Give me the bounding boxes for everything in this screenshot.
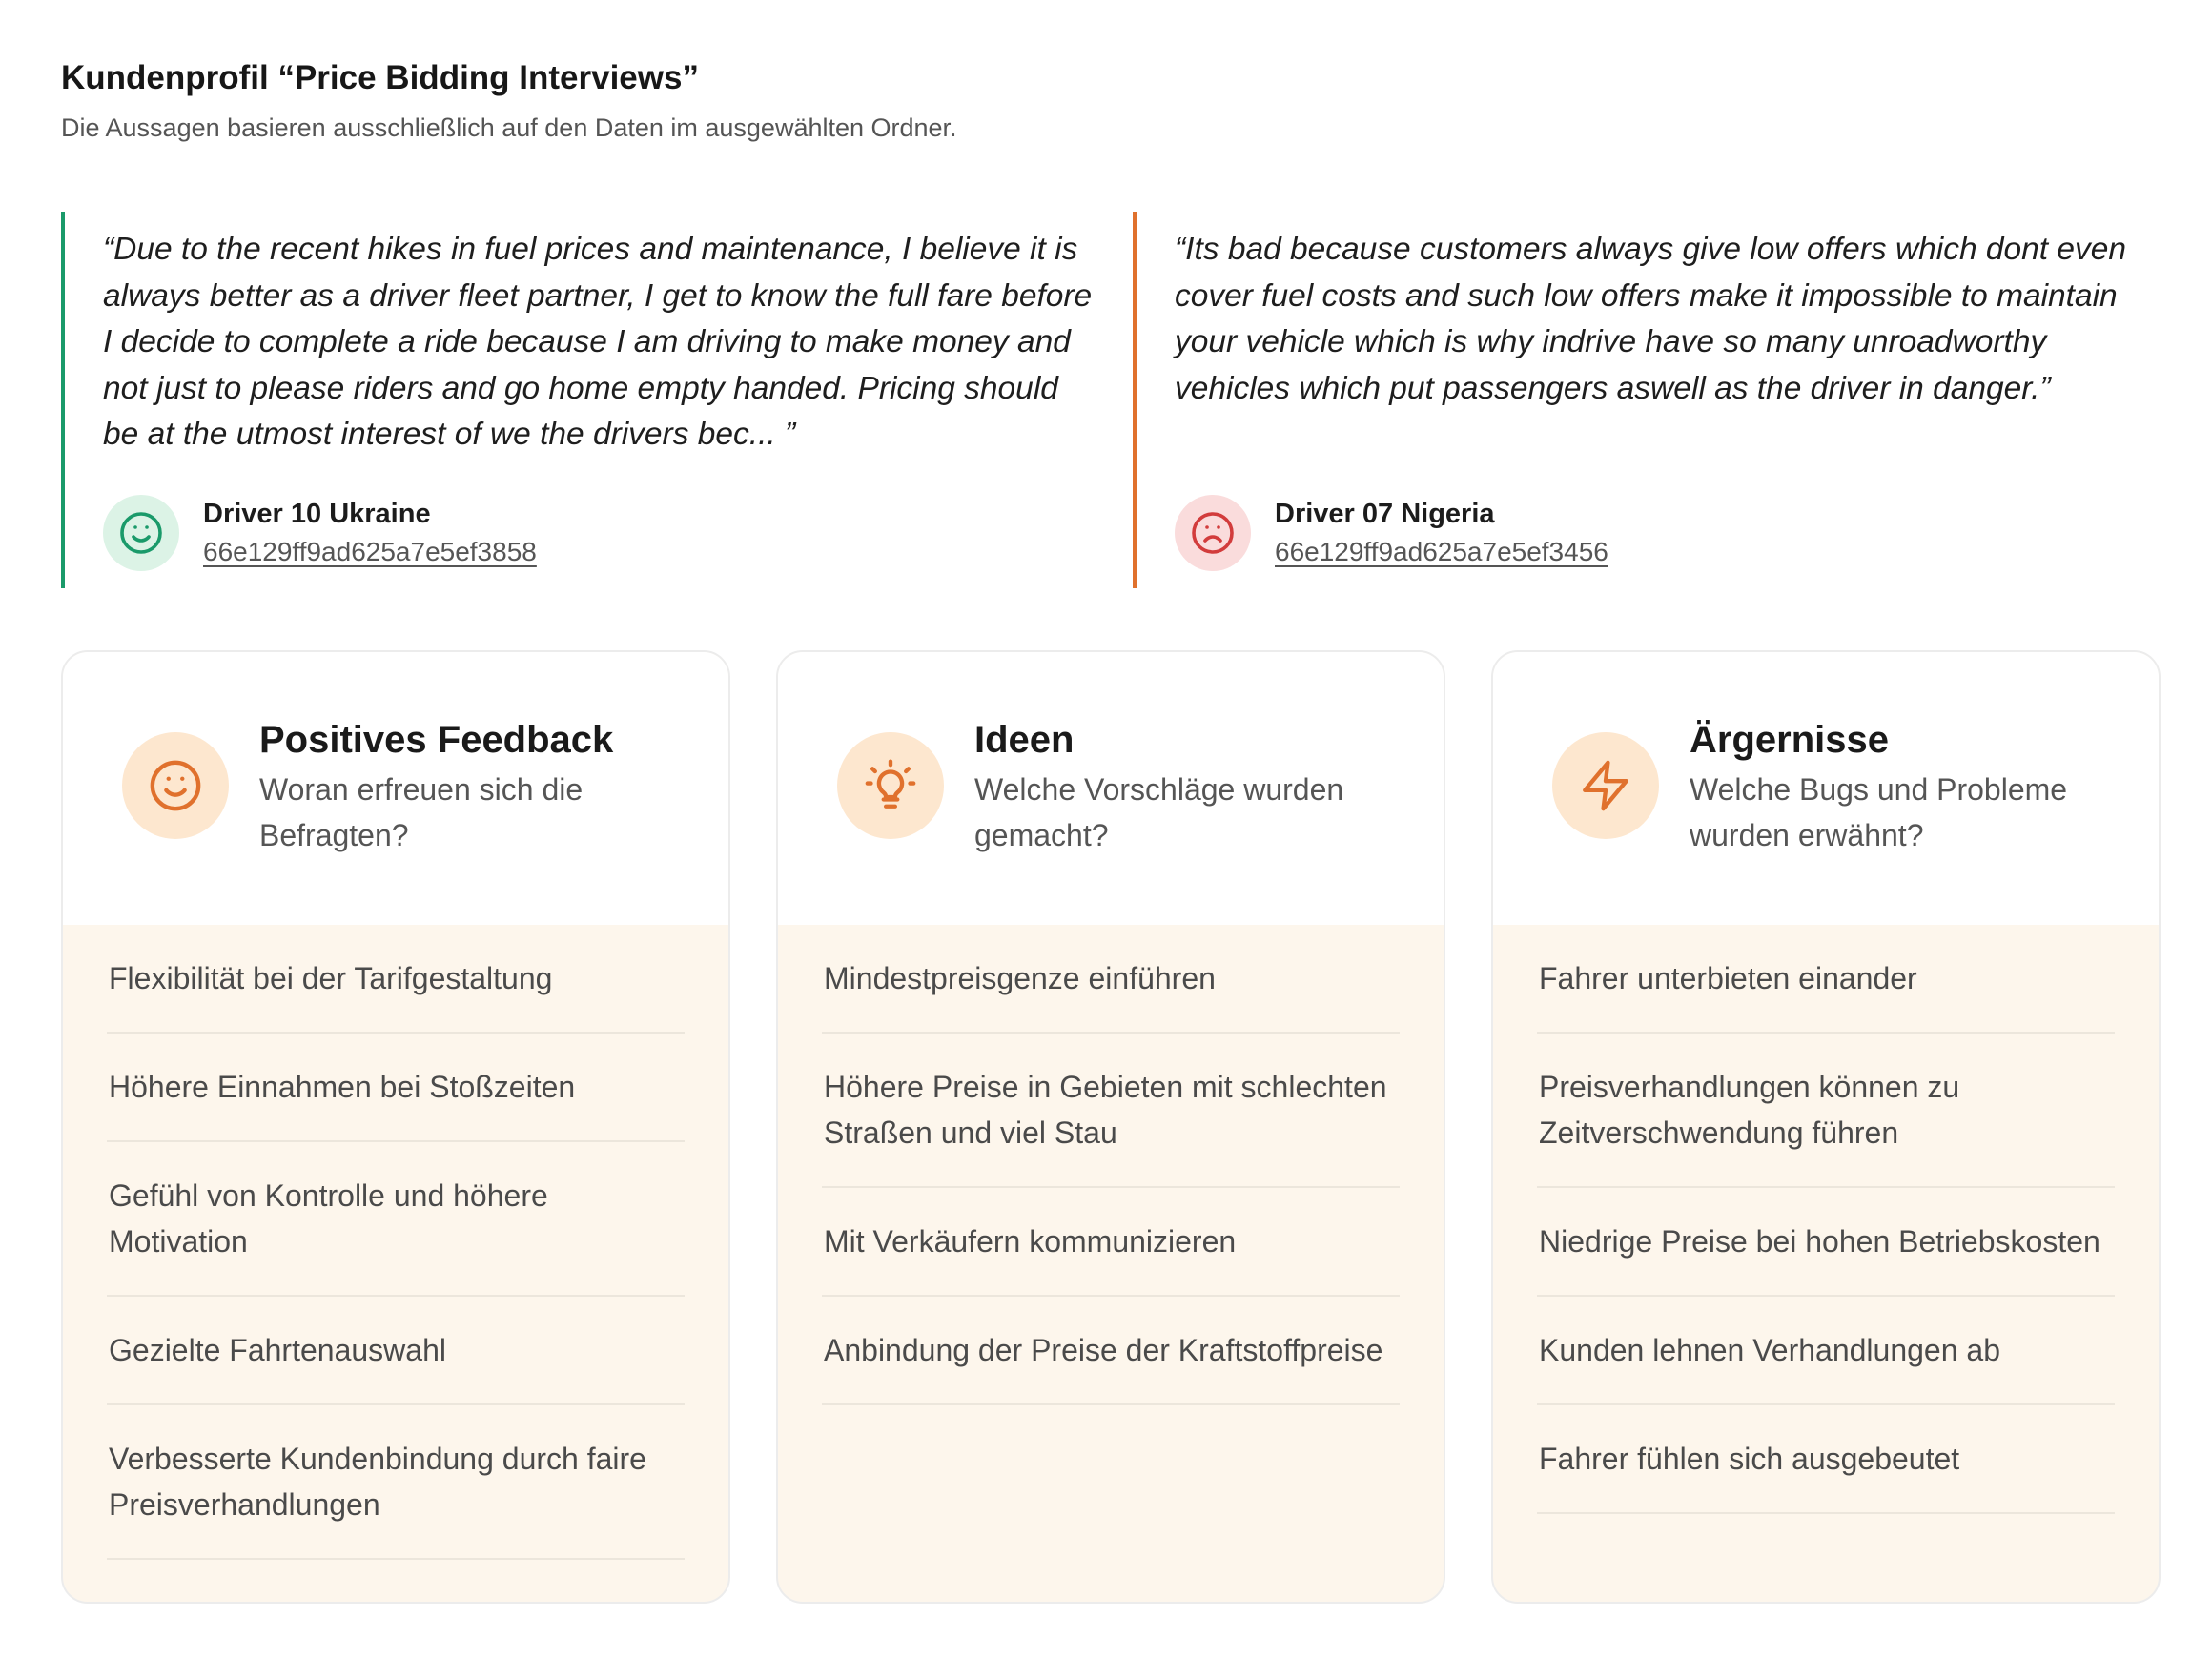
card-item-list xyxy=(63,925,728,1560)
list-item: Anbindung der Preise der Kraftstoffpreise xyxy=(822,1297,1400,1405)
card-item-list xyxy=(778,925,1444,1405)
quote-text: “Its bad because customers always give low offers which dont even cover fuel costs and such low offers make it impossible to maintain your vehicle which is why indrive have so many unroadworthy vehicles which put passengers aswell as the driver in danger.” xyxy=(1175,232,2127,406)
card-title: Positives Feedback xyxy=(259,719,614,761)
interview-id-link[interactable]: 66e129ff9ad625a7e5ef3456 xyxy=(1275,537,1608,566)
list-item: Fahrer unterbieten einander xyxy=(1537,925,2115,1034)
card-subtitle: Welche Bugs und Probleme wurden erwähnt? xyxy=(1690,772,2068,852)
list-item: Flexibilität bei der Tarifgestaltung xyxy=(107,925,685,1034)
insight-cards xyxy=(61,650,2161,1604)
list-item: Preisverhandlungen können zu Zeitverschwendung führen xyxy=(1537,1034,2115,1188)
lightning-bolt-icon xyxy=(1552,732,1659,839)
lightbulb-icon xyxy=(837,732,944,839)
list-item: Verbesserte Kundenbindung durch faire Preisverhandlungen xyxy=(107,1405,685,1560)
quote-text: “Due to the recent hikes in fuel prices and maintenance, I believe it is always better as a driver fleet partner, I get to know the full fare before I decide to complete a ride because I am driving to make money and not just to please riders and go home empty handed. Pricing should be at the utmost interest of we the drivers bec... ” xyxy=(103,232,1093,452)
list-item: Mindestpreisgenze einführen xyxy=(822,925,1400,1034)
quote-card-negative xyxy=(1133,212,2161,588)
ideas-card xyxy=(776,650,1445,1604)
list-item: Niedrige Preise bei hohen Betriebskosten xyxy=(1537,1188,2115,1297)
card-title: Ärgernisse xyxy=(1690,719,1889,761)
card-subtitle: Woran erfreuen sich die Befragten? xyxy=(259,772,584,852)
list-item: Kunden lehnen Verhandlungen ab xyxy=(1537,1297,2115,1405)
smiley-face-icon xyxy=(122,732,229,839)
page xyxy=(61,55,2161,1522)
interview-id-link[interactable]: 66e129ff9ad625a7e5ef3858 xyxy=(203,537,537,566)
page-subtitle: Die Aussagen basieren ausschließlich auf den Daten im ausgewählten Ordner. xyxy=(61,113,957,142)
card-header xyxy=(778,652,1444,925)
quote-author xyxy=(1175,495,1608,571)
list-item: Fahrer fühlen sich ausgebeutet xyxy=(1537,1405,2115,1514)
quote-card-positive xyxy=(61,212,1110,588)
annoyances-card xyxy=(1491,650,2161,1604)
card-header xyxy=(1493,652,2159,925)
author-name: Driver 07 Nigeria xyxy=(1275,499,1495,529)
positive-feedback-card xyxy=(61,650,730,1604)
sad-face-icon xyxy=(1175,495,1251,571)
author-name: Driver 10 Ukraine xyxy=(203,499,431,529)
card-header xyxy=(63,652,728,925)
list-item: Höhere Preise in Gebieten mit schlechten Straßen und viel Stau xyxy=(822,1034,1400,1188)
list-item: Höhere Einnahmen bei Stoßzeiten xyxy=(107,1034,685,1142)
list-item: Gefühl von Kontrolle und höhere Motivation xyxy=(107,1142,685,1297)
quotes-section xyxy=(61,212,2161,588)
card-title: Ideen xyxy=(974,719,1075,761)
list-item: Gezielte Fahrtenauswahl xyxy=(107,1297,685,1405)
quote-author xyxy=(103,495,537,571)
card-item-list xyxy=(1493,925,2159,1514)
card-subtitle: Welche Vorschläge wurden gemacht? xyxy=(974,772,1344,852)
smiley-face-icon xyxy=(103,495,179,571)
page-title: Kundenprofil “Price Bidding Interviews” xyxy=(61,59,699,96)
list-item: Mit Verkäufern kommunizieren xyxy=(822,1188,1400,1297)
